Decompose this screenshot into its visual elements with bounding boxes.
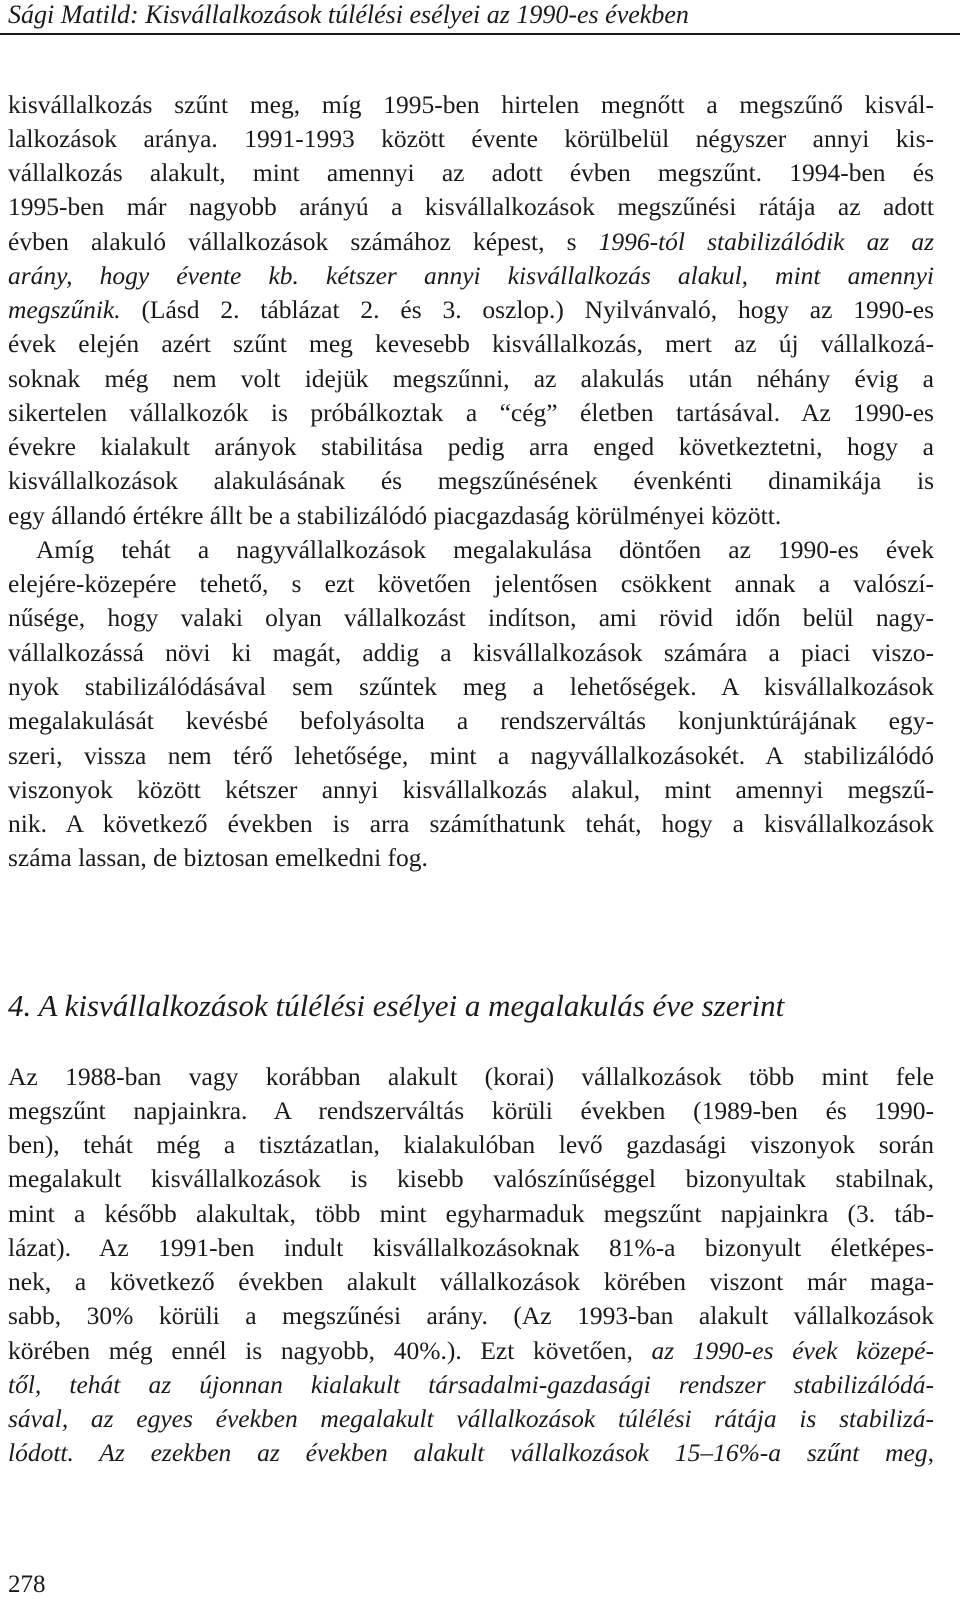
emphasis-text: arány, hogy évente kb. kétszer annyi kisvállalkozás alakul, mint amennyi — [8, 261, 934, 290]
paragraph-3-line — [8, 1402, 934, 1436]
header-rule — [0, 33, 960, 35]
line-text: körében még ennél is nagyobb, 40%.). Ezt követően, — [8, 1336, 652, 1365]
paragraph-2-line: viszonyok között kétszer annyi kisvállalkozás alakul, mint amennyi megszű- — [8, 775, 934, 804]
paragraph-1-line: kisvállalkozás szűnt meg, míg 1995-ben hirtelen megnőtt a megszűnő kisvál- — [8, 90, 934, 119]
paragraph-3-line: nek, a következő években alakult vállalkozások körében viszont már maga- — [8, 1267, 934, 1296]
paragraph-1-line: lalkozások aránya. 1991-1993 között évente körülbelül négyszer annyi kis- — [8, 124, 934, 153]
paragraph-3-line — [8, 1436, 934, 1470]
running-header: Sági Matild: Kisvállalkozások túlélési esélyei az 1990-es években — [8, 0, 689, 29]
paragraph-2-line: nűsége, hogy valaki olyan vállalkozást indítson, ami rövid időn belül nagy- — [8, 603, 934, 632]
line-text: (Lásd 2. táblázat 2. és 3. oszlop.) Nyilvánvaló, hogy az 1990-es — [120, 295, 934, 324]
paragraph-1-line: kisvállalkozások alakulásának és megszűnésének évenkénti dinamikája is — [8, 466, 934, 495]
paragraph-3-line: megalakult kisvállalkozások is kisebb valószínűséggel bizonyultak stabilnak, — [8, 1164, 934, 1193]
section-heading: 4. A kisvállalkozások túlélési esélyei a megalakulás éve szerint — [8, 988, 785, 1023]
paragraph-2-line: szeri, vissza nem térő lehetősége, mint a nagyvállalkozásokét. A stabilizálódó — [8, 741, 934, 770]
line-text: évben alakuló vállalkozások számához képest, s — [8, 227, 599, 256]
emphasis-text: 1996-tól stabilizálódik az az — [598, 227, 934, 256]
paragraph-3-line: megszűnt napjainkra. A rendszerváltás körüli években (1989-ben és 1990- — [8, 1096, 934, 1125]
paragraph-3-line — [8, 1368, 934, 1402]
paragraph-2-line: vállalkozássá növi ki magát, addig a kisvállalkozások számára a piaci viszo- — [8, 638, 934, 667]
emphasis-text: től, tehát az újonnan kialakult társadalmi-gazdasági rendszer stabilizálódá- — [8, 1370, 934, 1399]
emphasis-text: megszűnik. — [8, 295, 121, 324]
paragraph-2-line: megalakulását kevésbé befolyásolta a rendszerváltás konjunktúrájának egy- — [8, 706, 934, 735]
emphasis-text: az 1990-es évek közepé- — [651, 1336, 934, 1365]
paragraph-1-line — [8, 259, 934, 293]
emphasis-text: lódott. Az ezekben az években alakult vállalkozások 15–16%-a szűnt meg, — [8, 1438, 934, 1467]
paragraph-1-line — [8, 225, 934, 259]
paragraph-2-line: száma lassan, de biztosan emelkedni fog. — [8, 843, 428, 872]
paragraph-1-line — [8, 293, 934, 327]
paragraph-2-line: nyok stabilizálódásával sem szűntek meg a lehetőségek. A kisvállalkozások — [8, 672, 934, 701]
emphasis-text: sával, az egyes években megalakult vállalkozások túlélési rátája is stabilizá- — [8, 1404, 934, 1433]
paragraph-1-line: évek elején azért szűnt meg kevesebb kisvállalkozás, mert az új vállalkozá- — [8, 329, 934, 358]
paragraph-3-line: sabb, 30% körüli a megszűnési arány. (Az 1993-ban alakult vállalkozások — [8, 1301, 934, 1330]
paragraph-1-line: 1995-ben már nagyobb arányú a kisvállalkozások megszűnési rátája az adott — [8, 192, 934, 221]
paragraph-1-line: egy állandó értékre állt be a stabilizálódó piacgazdaság körülményei között. — [8, 501, 782, 530]
paragraph-3-line: lázat). Az 1991-ben indult kisvállalkozásoknak 81%-a bizonyult életképes- — [8, 1233, 934, 1262]
paragraph-1-line: sikertelen vállalkozók is próbálkoztak a “cég” életben tartásával. Az 1990-es — [8, 398, 934, 427]
paragraph-1-line: évekre kialakult arányok stabilitása pedig arra enged következtetni, hogy a — [8, 432, 934, 461]
paragraph-1-line: vállalkozás alakult, mint amennyi az adott évben megszűnt. 1994-ben és — [8, 158, 934, 187]
paragraph-3-line: mint a később alakultak, több mint egyharmaduk megszűnt napjainkra (3. táb- — [8, 1199, 934, 1228]
page-number: 278 — [8, 1571, 46, 1598]
paragraph-2-line: elejére-közepére tehető, s ezt követően jelentősen csökkent annak a valószí- — [8, 569, 934, 598]
paragraph-2-line: nik. A következő években is arra számíthatunk tehát, hogy a kisvállalkozások — [8, 809, 934, 838]
paragraph-3-line: Az 1988-ban vagy korábban alakult (korai) vállalkozások több mint fele — [8, 1062, 934, 1091]
paragraph-1-line: soknak még nem volt idejük megszűnni, az alakulás után néhány évig a — [8, 364, 934, 393]
paragraph-3-line: ben), tehát még a tisztázatlan, kialakulóban levő gazdasági viszonyok során — [8, 1130, 934, 1159]
paragraph-3-line — [8, 1334, 934, 1368]
paragraph-2-line: Amíg tehát a nagyvállalkozások megalakulása döntően az 1990-es évek — [36, 535, 934, 564]
